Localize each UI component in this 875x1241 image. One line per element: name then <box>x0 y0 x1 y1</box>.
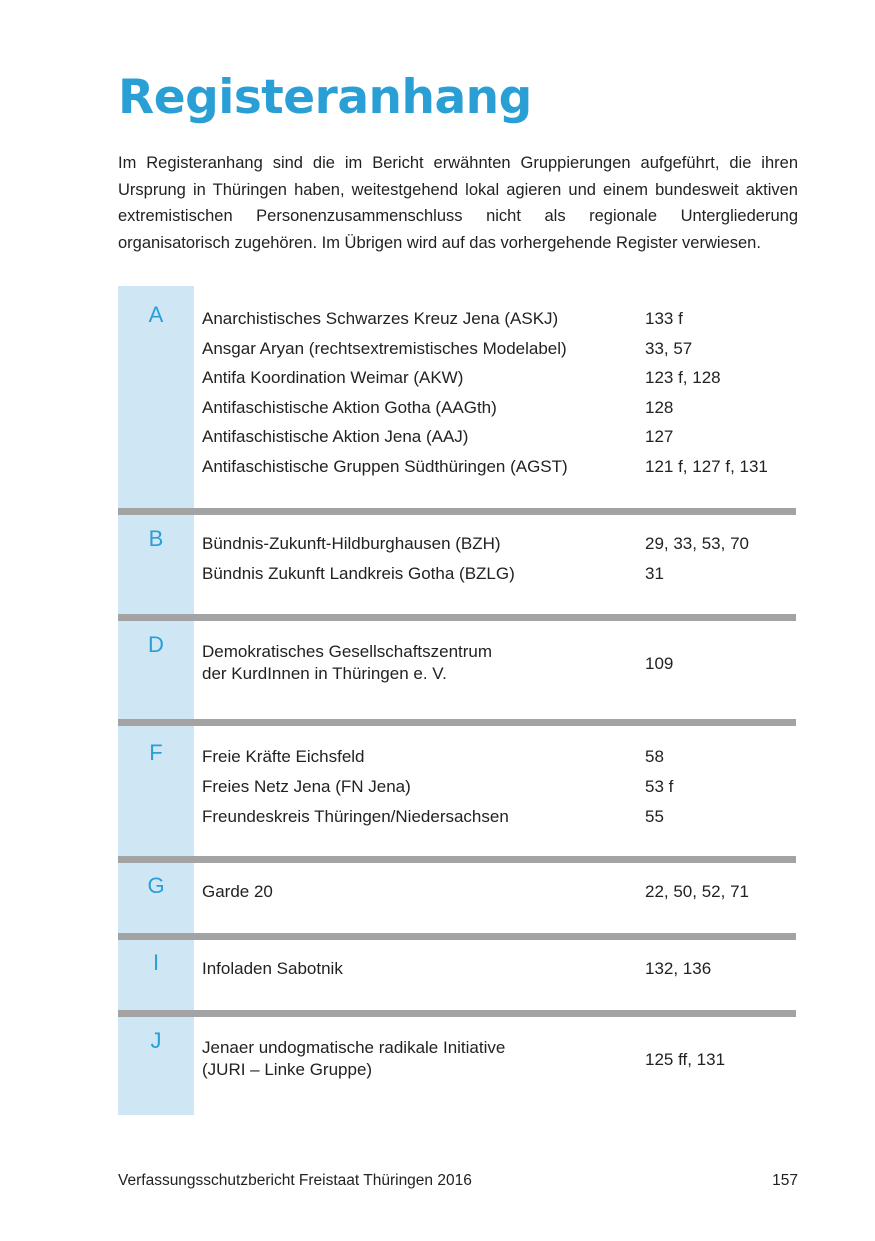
entry-pages: 133 f <box>645 309 683 328</box>
entry-pages: 55 <box>645 806 664 826</box>
page-title: Registeranhang <box>118 70 532 125</box>
entry-name: Freundeskreis Thüringen/Niedersachsen <box>202 806 509 826</box>
entry-name <box>202 641 642 685</box>
entry-name: Infoladen Sabotnik <box>202 959 343 978</box>
entry-pages: 33, 57 <box>645 338 693 358</box>
entry-name: Antifaschistische Aktion Jena (AAJ) <box>202 427 469 446</box>
entry-pages: 132, 136 <box>645 959 712 978</box>
section-letter: G <box>147 873 165 898</box>
page-footer <box>118 1172 798 1190</box>
entry-name: Antifaschistische Aktion Gotha (AAGth) <box>202 397 497 417</box>
entry-name: Anarchistisches Schwarzes Kreuz Jena (ASKJ) <box>202 309 559 328</box>
intro-paragraph: Im Registeranhang sind die im Bericht erwähnten Gruppierungen aufgeführt, die ihren Ursprung in Thüringen haben, weitestgehend lokal agieren und einem bundesweit aktiven extremistischen Personenzusammenschluss nicht als regionale Untergliederung organisatorisch zugehören. Im Übrigen wird auf das vorhergehende Register verwiesen. <box>118 154 798 252</box>
entry-pages: 128 <box>645 397 674 417</box>
entry-pages: 127 <box>645 427 674 446</box>
register-section-b <box>118 515 796 614</box>
entry-name: Antifa Koordination Weimar (AKW) <box>202 368 464 387</box>
section-divider <box>118 1010 796 1017</box>
section-letter: A <box>148 302 164 327</box>
entry-name <box>202 1037 642 1081</box>
section-letter: D <box>148 632 164 657</box>
section-divider <box>118 614 796 621</box>
entry-name: Antifaschistische Gruppen Südthüringen (AGST) <box>202 456 568 476</box>
register-section-d <box>118 621 796 719</box>
entry-pages: 109 <box>645 654 674 673</box>
entry-name: Freie Kräfte Eichsfeld <box>202 747 365 766</box>
entry-name: Bündnis Zukunft Landkreis Gotha (BZLG) <box>202 563 515 583</box>
entry-name: Ansgar Aryan (rechtsextremistisches Modelabel) <box>202 338 567 358</box>
section-letter: B <box>148 526 164 551</box>
entry-pages: 123 f, 128 <box>645 368 721 387</box>
register-section-j <box>118 1017 796 1115</box>
section-letter: J <box>150 1028 162 1053</box>
section-divider <box>118 508 796 515</box>
section-divider <box>118 856 796 863</box>
entry-pages: 121 f, 127 f, 131 <box>645 456 768 476</box>
register-section-f <box>118 726 796 856</box>
section-letter: F <box>149 740 163 765</box>
publication-title: Verfassungsschutzbericht Freistaat Thüringen 2016 <box>118 1172 472 1189</box>
entry-name-line: Jenaer undogmatische radikale Initiative <box>202 1038 506 1057</box>
register-section-i <box>118 940 796 1010</box>
page-number: 157 <box>772 1172 798 1189</box>
entry-name: Bündnis-Zukunft-Hildburghausen (BZH) <box>202 534 501 553</box>
register-section-g <box>118 863 796 933</box>
section-divider <box>118 933 796 940</box>
section-letter: I <box>152 950 160 975</box>
section-divider <box>118 719 796 726</box>
entry-pages: 58 <box>645 747 664 766</box>
entry-pages: 31 <box>645 563 664 583</box>
entry-pages: 53 f <box>645 777 674 796</box>
entry-name-line: (JURI – Linke Gruppe) <box>202 1060 373 1079</box>
entry-name: Freies Netz Jena (FN Jena) <box>202 777 411 796</box>
entry-pages: 29, 33, 53, 70 <box>645 534 749 553</box>
entry-name-line: Demokratisches Gesellschaftszentrum <box>202 642 493 661</box>
entry-pages: 125 ff, 131 <box>645 1050 726 1069</box>
entry-name: Garde 20 <box>202 882 273 901</box>
entry-pages: 22, 50, 52, 71 <box>645 882 749 901</box>
register-section-a <box>118 286 796 508</box>
register-index <box>118 286 796 1115</box>
entry-name-line: der KurdInnen in Thüringen e. V. <box>202 664 447 683</box>
